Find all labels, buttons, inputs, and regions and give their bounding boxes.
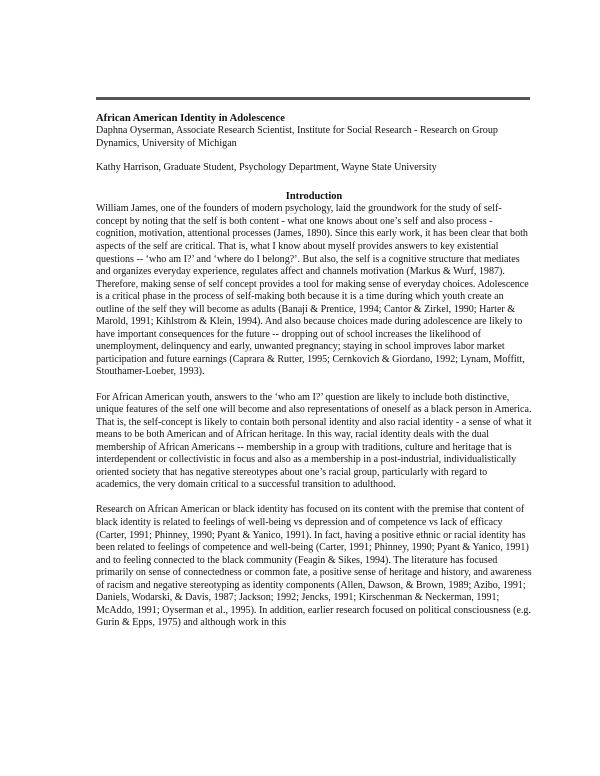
header-rule xyxy=(96,97,530,100)
paragraph-2: For African American youth, answers to the ‘who am I?’ question are likely to include both distinctive, unique features of the self one will become and also representations of oneself as a black person in America. That is, the self-concept is likely to contain both personal identity and also racial identity - a sense of what it means to be both American and of African heritage. In this way, racial identity deals with the dual membership of African Americans -- membership in a group with traditions, culture and heritage that is interdependent or collectivistic in focus and also as a membership in a post-industrial, individualistically oriented society that has negative stereotypes about one’s racial group, particularly with regard to academics, the very domain critical to a successful transition to adulthood. xyxy=(96,391,532,491)
author-affiliation-2: Kathy Harrison, Graduate Student, Psychology Department, Wayne State University xyxy=(96,162,437,174)
document-body xyxy=(96,112,532,630)
author-affiliation-1: Daphna Oyserman, Associate Research Scientist, Institute for Social Research - Research on Group Dynamics, University of Michigan xyxy=(96,125,498,149)
paper-title: African American Identity in Adolescence xyxy=(96,113,285,124)
paragraph-3: Research on African American or black identity has focused on its content with the premise that content of black identity is related to feelings of well-being vs depression and of competence vs lack of efficacy (Carter, 1991; Phinney, 1990; Pyant & Yanico, 1991). In fact, having a positive ethnic or racial identity has been related to feelings of competence and well-being (Carter, 1991; Phinney, 1990; Pyant & Yanico, 1991) and to feeling connected to the black community (Feagin & Sikes, 1994). The literature has focused primarily on sense of connectedness or common fate, a positive sense of heritage and history, and awareness of racism and negative stereotyping as identity components (Allen, Dawson, & Brown, 1989; Azibo, 1991; Daniels, Wodarski, & Davis, 1987; Jackson; 1992; Jencks, 1991; Kirschenman & Neckerman, 1991; McAddo, 1991; Oyserman et al., 1995). In addition, earlier research focused on political consciousness (e.g. Gurin & Epps, 1975) and although work in this xyxy=(96,504,532,629)
section-heading: Introduction xyxy=(285,190,343,202)
paragraph-1: William James, one of the founders of modern psychology, laid the groundwork for the study of self-concept by noting that the self is both content - what one knows about one’s self and also process - cognition, motivation, attentional processes (James, 1890). Since this early work, it has been clear that both aspects of the self are critical. That is, what I know about myself provides answers to key existential questions -- ‘who am I?’ and ‘where do I belong?’. But also, the self is a cognitive structure that mediates and organizes everyday experience, regulates affect and channels motivation (Markus & Wurf, 1987). Therefore, making sense of self concept provides a tool for making sense of everyday choices. Adolescence is a critical phase in the process of self-making both because it is a time during which youth create an outline of the self they will become as adults (Banaji & Prentice, 1994; Cantor & Zirkel, 1990; Harter & Marold, 1991; Kihlstrom & Klein, 1994). And also because choices made during adolescence are likely to have important consequences for the future -- dropping out of school increases the likelihood of unemployment, delinquency and early, unwanted pregnancy; staying in school improves labor market participation and future earnings (Caprara & Rutter, 1995; Cernkovich & Giordano, 1992; Lynam, Moffitt, Stouthamer-Loeber, 1993). xyxy=(96,203,529,378)
